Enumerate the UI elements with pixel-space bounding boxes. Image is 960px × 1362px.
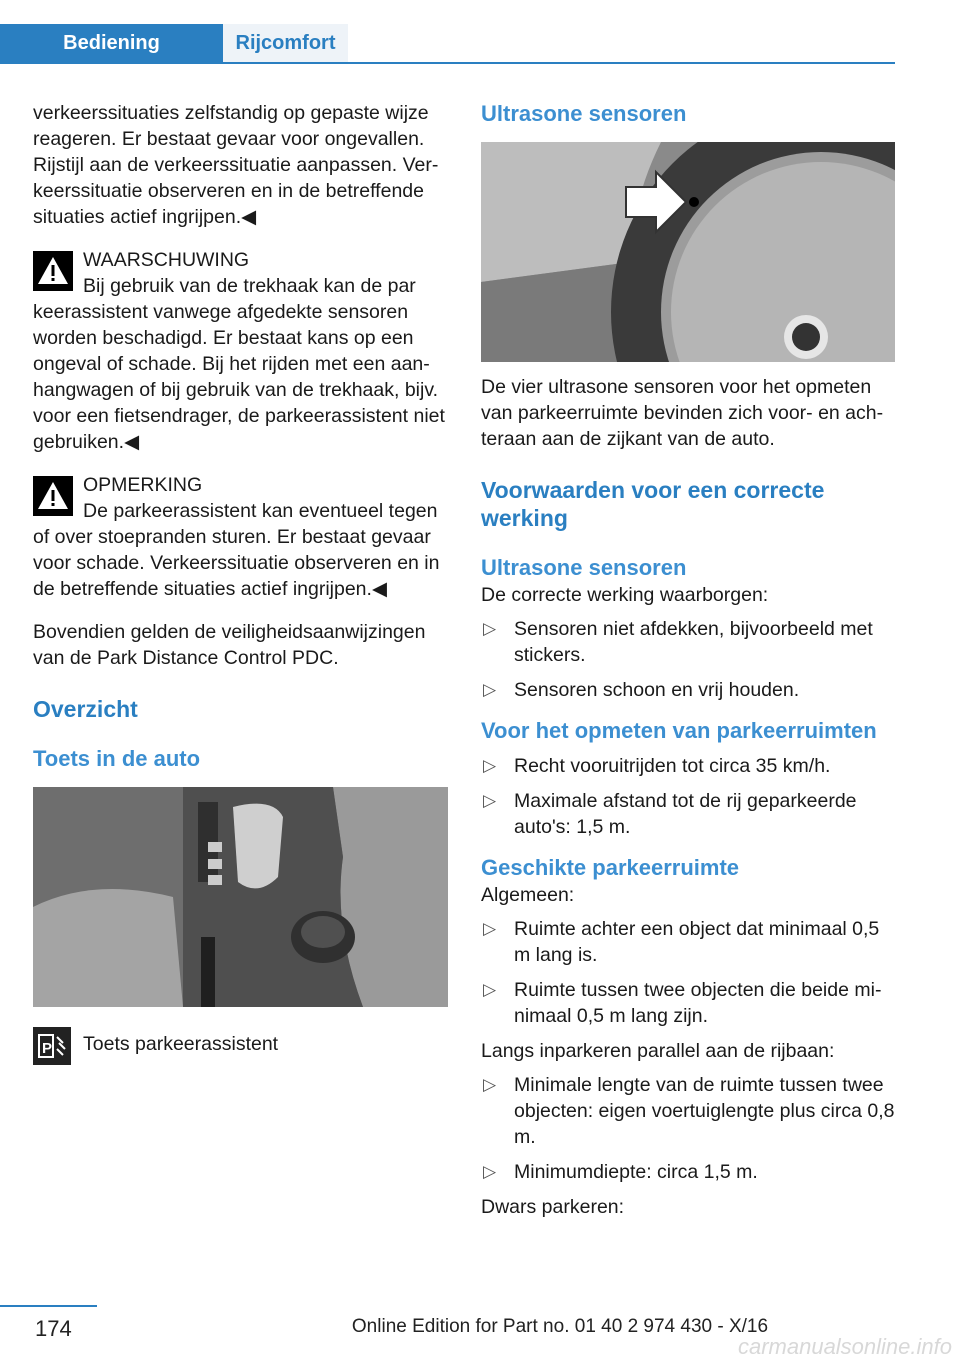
note-text-line1: De parkeerassistent kan eventueel tegen: [83, 500, 438, 522]
bullet-triangle-icon: ▷: [483, 919, 497, 938]
list-item: [481, 916, 895, 968]
sensors-intro: De correcte werking waarborgen:: [481, 584, 769, 606]
list-item: [481, 1159, 895, 1185]
svg-text:P: P: [42, 1040, 53, 1057]
sensors-list: [481, 616, 895, 703]
heading-ultrasone-sensoren: Ultrasone sensoren: [481, 101, 687, 126]
safety-paragraph: Bovendien gelden de veiligheidsaanwijzingen van de Park Distance Control PDC.: [33, 621, 426, 669]
warning-block: [33, 247, 451, 455]
bullet-triangle-icon: ▷: [483, 791, 497, 810]
list-item: [481, 977, 895, 1029]
intro-paragraph: verkeerssituaties zelfstandig op gepaste wijze reageren. Er bestaat gevaar voor ongevallen. Rijstijl aan de verkeerssituatie aanpassen. Verkeerssituatie observeren en in de betreffende situaties actief ingrijpen.◀: [33, 102, 439, 228]
list-item-text: Recht vooruitrijden tot circa 35 km/h.: [514, 755, 831, 777]
general-list: [481, 916, 895, 1029]
tab-bediening[interactable]: Bediening: [0, 24, 223, 62]
list-item-text: Sensoren schoon en vrij houden.: [514, 679, 800, 701]
list-item: [481, 788, 895, 840]
parallel-label: Langs inparkeren parallel aan de rijbaan:: [481, 1040, 835, 1062]
warning-text: [33, 273, 451, 455]
warning-text-rest: keerassistent vanwege afgedekte sensoren worden beschadigd. Er bestaat kans op een ongeval of schade. Bij het rijden met een aanhangwagen of bij gebruik van de trekhaak, bijv. voor een fietsendrager, de parkeerassistent niet gebruiken.◀: [33, 301, 445, 453]
center-console-illustration: [33, 787, 448, 1007]
button-caption-row: [33, 1027, 451, 1057]
general-label: Algemeen:: [481, 884, 575, 906]
sensors-paragraph: De vier ultrasone sensoren voor het opmeten van parkeerruimte bevinden zich voor- en achteraan aan de zijkant van de auto.: [481, 376, 884, 450]
list-item: [481, 1072, 895, 1150]
note-block: [33, 472, 451, 602]
list-item-text: Maximale afstand tot de rij geparkeerde auto's: 1,5 m.: [514, 790, 857, 838]
heading-overzicht: Overzicht: [33, 696, 138, 722]
list-item: [481, 753, 895, 779]
list-item-text: Minimale lengte van de ruimte tussen twee objecten: eigen voertuiglengte plus circa 0,8 m.: [514, 1074, 895, 1148]
edition-text: Online Edition for Part no. 01 40 2 974 430 - X/16: [351, 1316, 769, 1337]
bullet-triangle-icon: ▷: [483, 756, 497, 775]
warning-title: WAARSCHUWING: [83, 249, 250, 271]
subheading-geschikte-parkeerruimte: Geschikte parkeerruimte: [481, 855, 740, 880]
perpendicular-label: Dwars parkeren:: [481, 1196, 625, 1218]
measure-list: [481, 753, 895, 840]
list-item-text: Ruimte tussen twee objecten die beide minimaal 0,5 m lang zijn.: [514, 979, 882, 1027]
sensor-location-illustration: [481, 142, 895, 362]
note-title: OPMERKING: [83, 474, 203, 496]
bullet-triangle-icon: ▷: [483, 619, 497, 638]
right-column: [481, 100, 895, 1220]
bullet-triangle-icon: ▷: [483, 680, 497, 699]
bullet-triangle-icon: ▷: [483, 1162, 497, 1181]
list-item: [481, 677, 895, 703]
watermark: carmanualsonline.info: [737, 1334, 952, 1359]
park-assist-button-icon: [33, 1027, 71, 1065]
heading-voorwaarden: Voorwaarden voor een correcte werking: [481, 477, 825, 531]
subheading-opmeten: Voor het opmeten van parkeerruimten: [481, 718, 877, 743]
chapter-tabs: [0, 0, 895, 64]
bullet-triangle-icon: ▷: [483, 980, 497, 999]
list-item-text: Ruimte achter een object dat minimaal 0,5 m lang is.: [514, 918, 880, 966]
tab-rijcomfort[interactable]: Rijcomfort: [223, 24, 348, 62]
warning-triangle-icon: [33, 251, 73, 291]
button-caption: Toets parkeerassistent: [83, 1033, 279, 1055]
subheading-ultrasone-sensoren: Ultrasone sensoren: [481, 555, 687, 580]
list-item-text: Sensoren niet afdekken, bijvoorbeeld met stickers.: [514, 618, 873, 666]
caution-triangle-icon: [33, 476, 73, 516]
note-text-rest: of over stoepranden sturen. Er bestaat gevaar voor schade. Verkeerssituatie observeren en in de betreffende situaties actief ingrijpen.◀: [33, 526, 440, 600]
list-item: [481, 616, 895, 668]
left-column: [33, 100, 451, 1057]
bullet-triangle-icon: ▷: [483, 1075, 497, 1094]
parallel-list: [481, 1072, 895, 1185]
page-number: 174: [35, 1316, 72, 1341]
heading-toets-in-de-auto: Toets in de auto: [33, 746, 201, 771]
list-item-text: Minimumdiepte: circa 1,5 m.: [514, 1161, 758, 1183]
page-number-rule: [0, 1305, 97, 1307]
warning-text-line1: Bij gebruik van de trekhaak kan de par: [83, 275, 416, 297]
note-text: [33, 498, 451, 602]
